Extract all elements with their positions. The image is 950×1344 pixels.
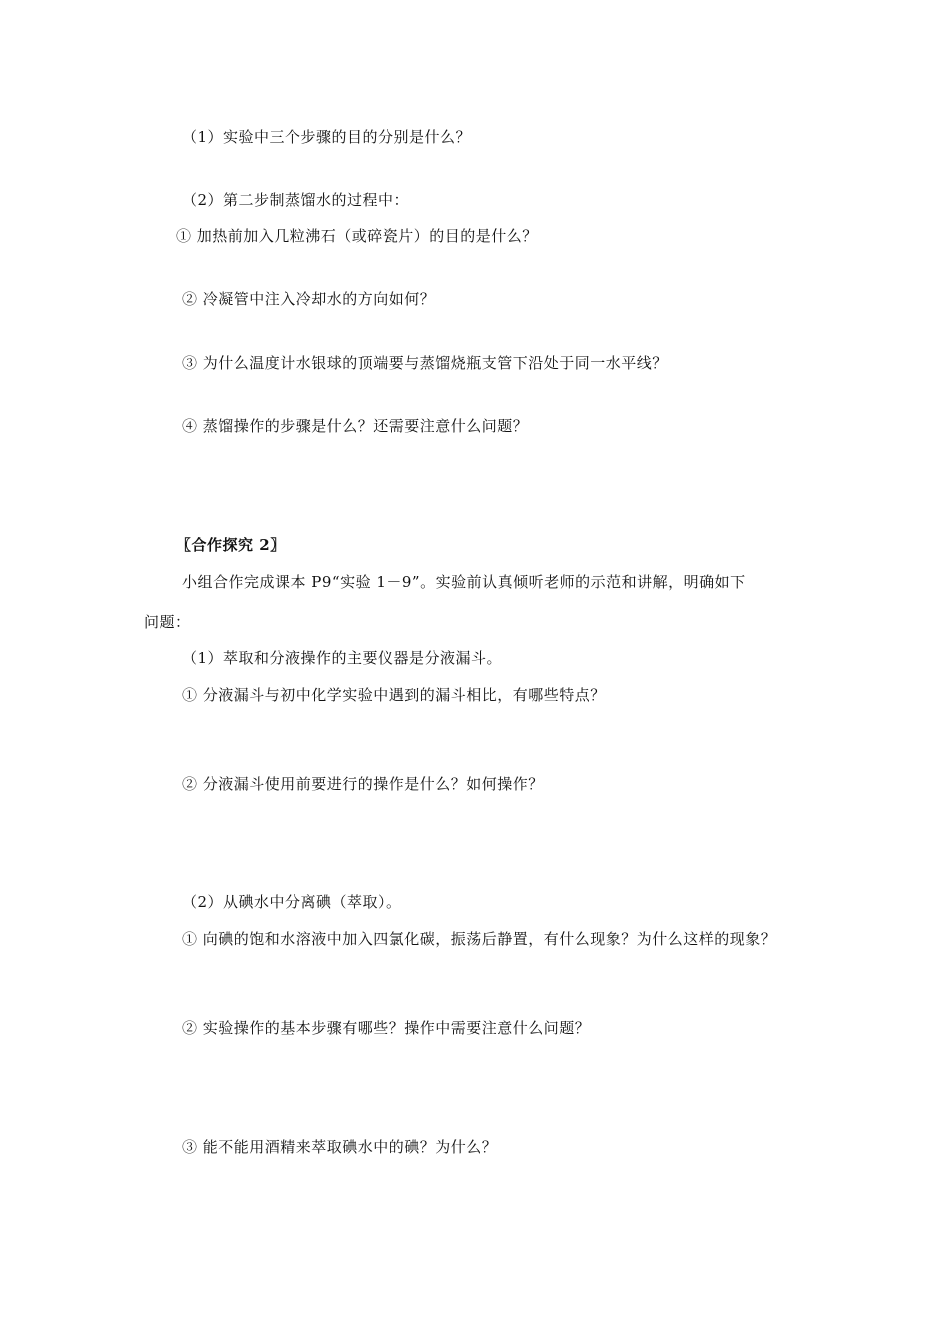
question-2-item-1: ① 加热前加入几粒沸石（或碎瓷片）的目的是什么？ — [176, 227, 538, 245]
question-2-item-3: ③ 为什么温度计水银球的顶端要与蒸馏烧瓶支管下沿处于同一水平线？ — [182, 354, 668, 372]
section-heading: 〖合作探究 2〗 — [176, 536, 286, 554]
question-1: （1）萃取和分液操作的主要仪器是分液漏斗。 — [182, 649, 503, 667]
question-1-item-2: ② 分液漏斗使用前要进行的操作是什么？如何操作？ — [182, 775, 544, 793]
section-intro-line-2: 问题： — [144, 613, 191, 631]
question-2: （2）第二步制蒸馏水的过程中： — [182, 191, 410, 209]
question-2-item-2: ② 实验操作的基本步骤有哪些？操作中需要注意什么问题？ — [182, 1019, 591, 1037]
question-2: （2）从碘水中分离碘（萃取）。 — [182, 893, 402, 911]
question-1-item-1: ① 分液漏斗与初中化学实验中遇到的漏斗相比，有哪些特点？ — [182, 686, 606, 704]
question-1: （1）实验中三个步骤的目的分别是什么？ — [182, 128, 472, 146]
question-2-item-1: ① 向碘的饱和水溶液中加入四氯化碳，振荡后静置，有什么现象？为什么这样的现象？ — [182, 930, 777, 948]
question-2-item-4: ④ 蒸馏操作的步骤是什么？还需要注意什么问题？ — [182, 417, 529, 435]
section-intro-line-1: 小组合作完成课本 P9“实验 1－9”。实验前认真倾听老师的示范和讲解，明确如下 — [182, 573, 746, 591]
question-2-item-2: ② 冷凝管中注入冷却水的方向如何？ — [182, 290, 436, 308]
question-2-item-3: ③ 能不能用酒精来萃取碘水中的碘？为什么？ — [182, 1138, 498, 1156]
